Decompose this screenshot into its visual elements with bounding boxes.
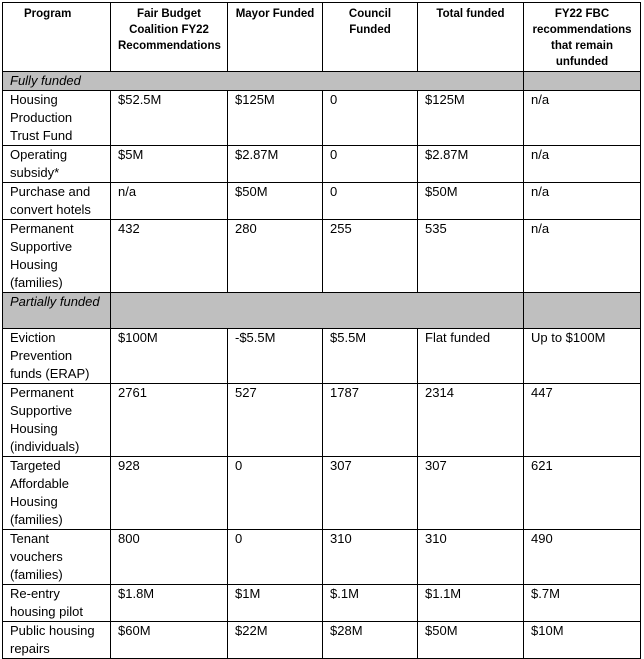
table-row	[3, 384, 641, 457]
unfunded-value: n/a	[524, 183, 641, 220]
header-council-funded: Council Funded	[323, 3, 418, 72]
council-value: 0	[323, 146, 418, 183]
section-row-partially-funded	[3, 293, 641, 329]
council-value: $28M	[323, 622, 418, 659]
program-name: Permanent Supportive Housing (individuals)	[3, 384, 111, 457]
council-value: 310	[323, 530, 418, 585]
section-label: Fully funded	[3, 72, 524, 91]
fbc-value: $100M	[111, 329, 228, 384]
fbc-value: $5M	[111, 146, 228, 183]
unfunded-value: $.7M	[524, 585, 641, 622]
council-value: 307	[323, 457, 418, 530]
total-value: $125M	[418, 91, 524, 146]
header-row	[3, 3, 641, 72]
mayor-value: 0	[228, 530, 323, 585]
unfunded-value: n/a	[524, 146, 641, 183]
total-value: 2314	[418, 384, 524, 457]
total-value: 310	[418, 530, 524, 585]
total-value: $50M	[418, 183, 524, 220]
header-remain-unfunded: FY22 FBC recommendations that remain unfunded	[524, 3, 641, 72]
council-value: $5.5M	[323, 329, 418, 384]
total-value: $50M	[418, 622, 524, 659]
program-name: Public housing repairs	[3, 622, 111, 659]
fbc-value: n/a	[111, 183, 228, 220]
fbc-value: 432	[111, 220, 228, 293]
total-value: 307	[418, 457, 524, 530]
table-row	[3, 622, 641, 659]
table-row	[3, 91, 641, 146]
total-value: Flat funded	[418, 329, 524, 384]
council-value: 255	[323, 220, 418, 293]
program-name: Housing Production Trust Fund	[3, 91, 111, 146]
budget-table	[2, 2, 641, 659]
mayor-value: 527	[228, 384, 323, 457]
fbc-value: 2761	[111, 384, 228, 457]
table-row	[3, 220, 641, 293]
unfunded-value: Up to $100M	[524, 329, 641, 384]
program-name: Tenant vouchers (families)	[3, 530, 111, 585]
program-name: Re-entry housing pilot	[3, 585, 111, 622]
unfunded-value: 447	[524, 384, 641, 457]
total-value: $2.87M	[418, 146, 524, 183]
table-row	[3, 585, 641, 622]
table-row	[3, 530, 641, 585]
header-mayor-funded: Mayor Funded	[228, 3, 323, 72]
mayor-value: 280	[228, 220, 323, 293]
mayor-value: 0	[228, 457, 323, 530]
table-row	[3, 183, 641, 220]
total-value: 535	[418, 220, 524, 293]
table-row	[3, 457, 641, 530]
council-value: 0	[323, 91, 418, 146]
mayor-value: $50M	[228, 183, 323, 220]
header-program: Program	[3, 3, 111, 72]
fbc-value: $60M	[111, 622, 228, 659]
council-value: $.1M	[323, 585, 418, 622]
program-name: Purchase and convert hotels	[3, 183, 111, 220]
header-total-funded: Total funded	[418, 3, 524, 72]
council-value: 0	[323, 183, 418, 220]
program-name: Eviction Prevention funds (ERAP)	[3, 329, 111, 384]
mayor-value: -$5.5M	[228, 329, 323, 384]
unfunded-value: n/a	[524, 220, 641, 293]
mayor-value: $2.87M	[228, 146, 323, 183]
table-row	[3, 146, 641, 183]
fbc-value: 800	[111, 530, 228, 585]
section-label: Partially funded	[3, 293, 111, 329]
header-fbc-recommendations: Fair Budget Coalition FY22 Recommendations	[111, 3, 228, 72]
program-name: Targeted Affordable Housing (families)	[3, 457, 111, 530]
fbc-value: 928	[111, 457, 228, 530]
unfunded-value: 621	[524, 457, 641, 530]
unfunded-value: n/a	[524, 91, 641, 146]
program-name: Permanent Supportive Housing (families)	[3, 220, 111, 293]
section-filler	[524, 72, 641, 91]
section-spacer	[111, 293, 524, 329]
fbc-value: $52.5M	[111, 91, 228, 146]
council-value: 1787	[323, 384, 418, 457]
unfunded-value: 490	[524, 530, 641, 585]
program-name: Operating subsidy*	[3, 146, 111, 183]
fbc-value: $1.8M	[111, 585, 228, 622]
section-row-fully-funded	[3, 72, 641, 91]
table-row	[3, 329, 641, 384]
total-value: $1.1M	[418, 585, 524, 622]
mayor-value: $125M	[228, 91, 323, 146]
section-filler	[524, 293, 641, 329]
unfunded-value: $10M	[524, 622, 641, 659]
mayor-value: $22M	[228, 622, 323, 659]
mayor-value: $1M	[228, 585, 323, 622]
